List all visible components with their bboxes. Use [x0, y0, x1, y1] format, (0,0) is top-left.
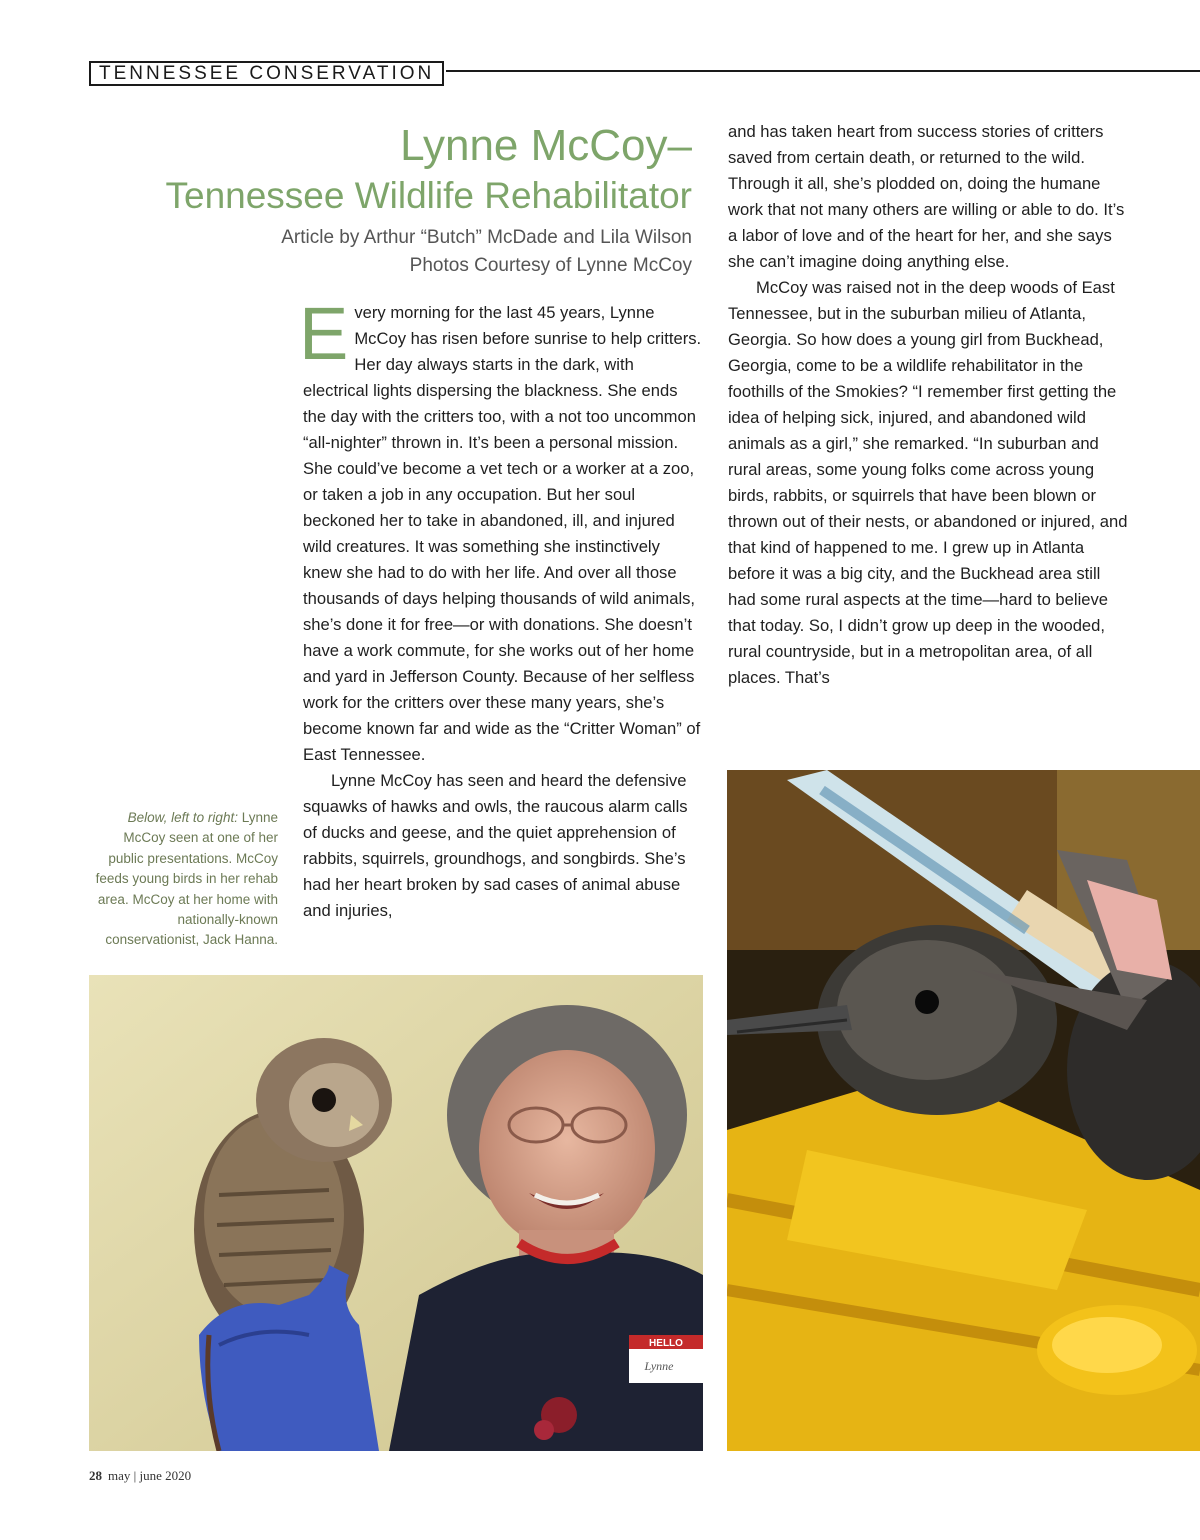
photo-feeding-young-birds — [727, 770, 1200, 1451]
section-rule — [446, 70, 1200, 72]
byline-photos: Photos Courtesy of Lynne McCoy — [409, 255, 692, 276]
byline — [132, 224, 692, 280]
photo-mccoy-with-owl — [89, 975, 703, 1451]
paragraph-1-text: very morning for the last 45 years, Lynne McCoy has risen before sunrise to help critters. Her day always starts in the dark, with electrical lights dispersing the blackness. She ends the day with the critters too, with a not too uncommon “all-nighter” thrown in. It’s been a personal mission. She could’ve become a vet tech or a worker at a zoo, or taken a job in any occupation. But her soul beckoned her to take in abandoned, ill, and injured wild creatures. It was something she instinctively knew she had to do with her life. And over all those thousands of days helping thousands of wild animals, she’s done it for free—or with donations. She doesn’t have a work commute, for she works out of her home and yard in Jefferson County. Because of her selfless work for the critters over these many years, she’s become known far and wide as the “Critter Woman” of East Tennessee. — [303, 303, 702, 764]
paragraph-2: Lynne McCoy has seen and heard the defensive squawks of hawks and owls, the raucous alarm calls of ducks and geese, and the quiet apprehension of rabbits, squirrels, groundhogs, and songbirds. She’s had her heart broken by sad cases of animal abuse and injuries, — [303, 771, 688, 920]
badge-hello-text: HELLO — [649, 1338, 683, 1349]
byline-article: Article by Arthur “Butch” McDade and Lila Wilson — [281, 227, 692, 248]
drop-cap: E — [299, 292, 349, 375]
caption-lead: Below, left to right: — [127, 810, 238, 825]
issue-date: may | june 2020 — [108, 1468, 192, 1483]
paragraph-2-continued: and has taken heart from success stories of critters saved from certain death, or returned to the wild. Through it all, she’s plodded on, doing the humane work that not many others are willing or able to do. It’s a labor of love and of the heart for her, and she says she can’t imagine doing anything else. — [728, 122, 1125, 271]
page-footer — [89, 1468, 191, 1484]
article-title-line2: Tennessee Wildlife Rehabilitator — [165, 175, 692, 216]
caption-text: Lynne McCoy seen at one of her public presentations. McCoy feeds young birds in her rehab area. McCoy at her home with nationally-known conservationist, Jack Hanna. — [95, 810, 278, 948]
paragraph-1 — [299, 292, 703, 768]
badge-name-text: Lynne — [644, 1359, 674, 1373]
article-column-middle — [299, 292, 703, 924]
photo-caption — [90, 808, 278, 951]
article-title — [52, 118, 692, 218]
article-column-right — [728, 119, 1128, 691]
paragraph-3: McCoy was raised not in the deep woods of East Tennessee, but in the suburban milieu of Atlanta, Georgia. So how does a young girl from Buckhead, Georgia, come to be a wildlife rehabilitator in the foothills of the Smokies? “I remember first getting the idea of helping sick, injured, and abandoned wild animals as a girl,” she remarked. “In suburban and rural areas, some young folks come across young birds, rabbits, or squirrels that have been blown or thrown out of their nests, or abandoned or injured, and that kind of happened to me. I grew up in Atlanta before it was a big city, and the Buckhead area still had some rural aspects at the time—hard to believe that today. So, I didn’t grow up deep in the wooded, rural countryside, but in a metropolitan area, of all places. That’s — [728, 278, 1128, 687]
owl-photo-illustration — [89, 975, 703, 1451]
article-title-line1: Lynne McCoy– — [400, 121, 692, 170]
page-number: 28 — [89, 1468, 102, 1483]
bird-photo-illustration — [727, 770, 1200, 1451]
section-label: TENNESSEE CONSERVATION — [89, 61, 444, 86]
